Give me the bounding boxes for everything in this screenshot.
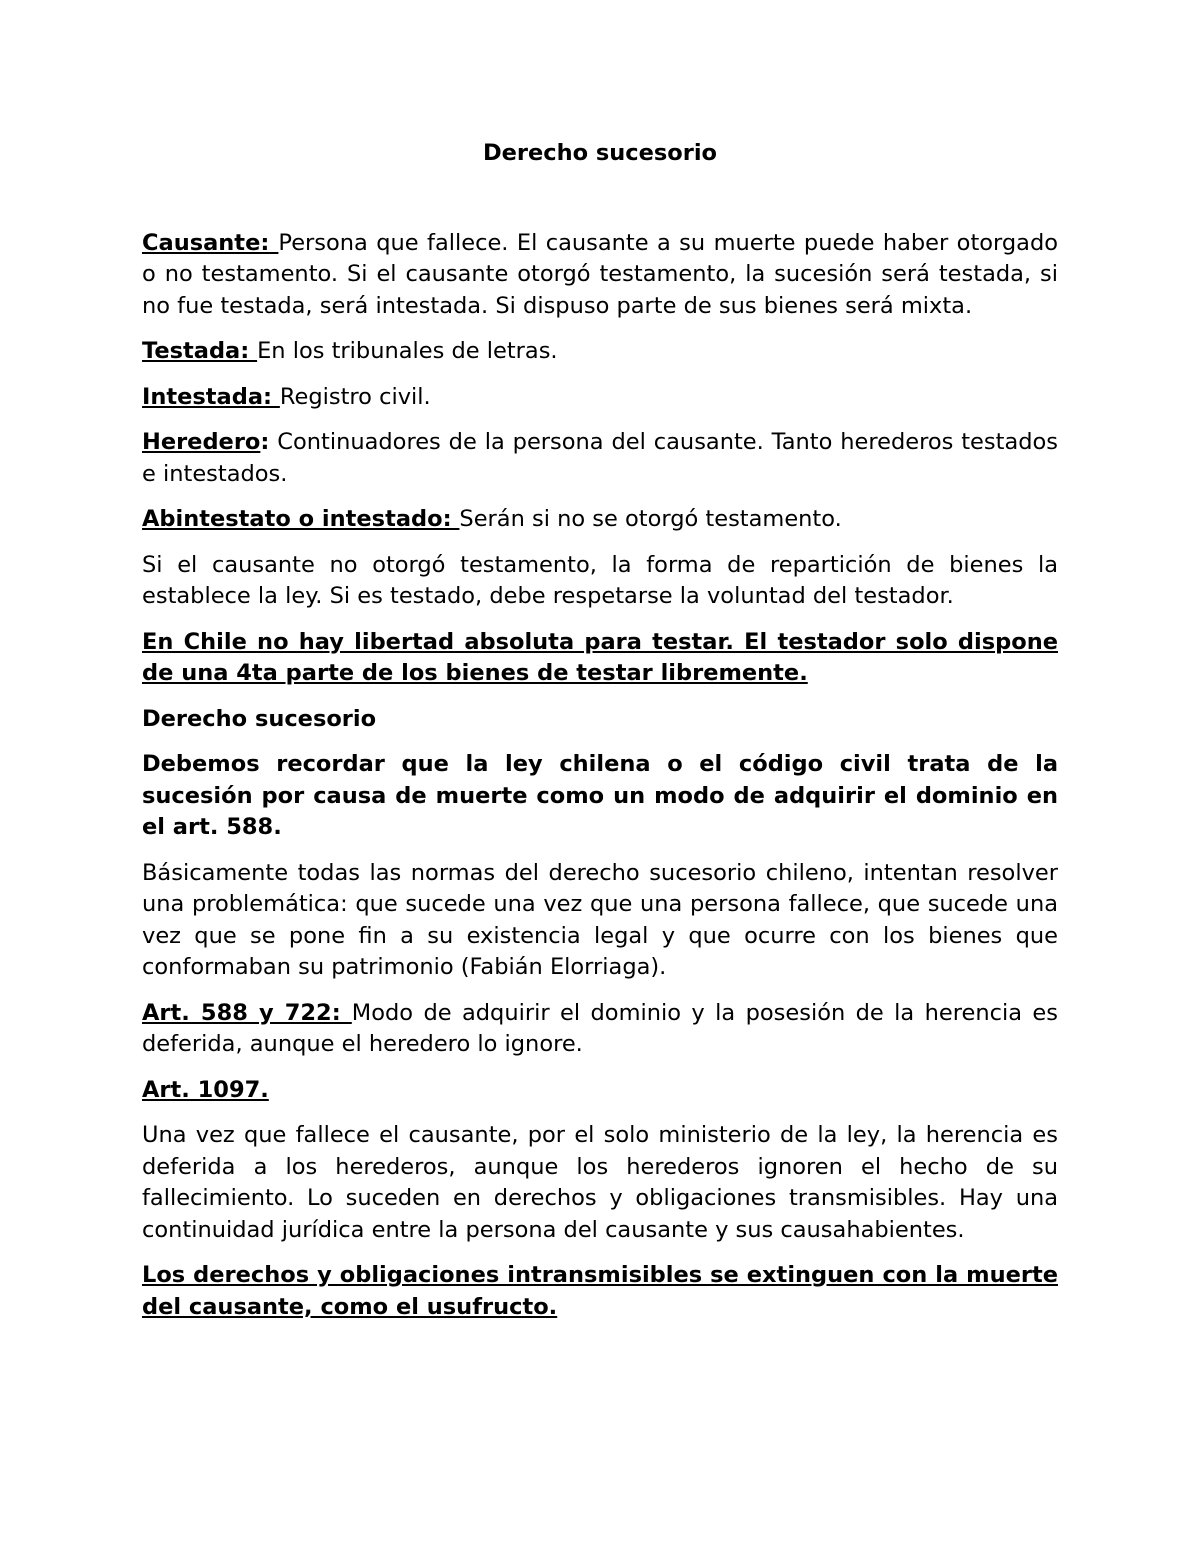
paragraph-causante bbox=[142, 228, 1058, 323]
paragraph-art588 bbox=[142, 998, 1058, 1061]
subheading-derecho-sucesorio: Derecho sucesorio bbox=[142, 705, 377, 732]
paragraph-intransmisibles: Los derechos y obligaciones intransmisibles se extinguen con la muerte del causante, como el usufructo. bbox=[142, 1262, 1058, 1320]
term-testada: Testada: bbox=[142, 338, 258, 364]
paragraph-una-vez: Una vez que fallece el causante, por el solo ministerio de la ley, la herencia es deferida a los herederos, aunque los herederos ignoren el hecho de su fallecimiento. Lo suceden en derechos y obligaciones transmisibles. Hay una continuidad jurídica entre la persona del causante y sus causahabientes. bbox=[142, 1122, 1058, 1243]
document-page bbox=[142, 138, 1058, 1337]
document-title: Derecho sucesorio bbox=[482, 140, 718, 166]
term-intestada: Intestada: bbox=[142, 383, 280, 410]
paragraph-libertad: En Chile no hay libertad absoluta para testar. El testador solo dispone de una 4ta parte de los bienes de testar libremente. bbox=[142, 628, 1058, 686]
paragraph-reparticion: Si el causante no otorgó testamento, la forma de repartición de bienes la establece la ley. Si es testado, debe respetarse la voluntad del testador. bbox=[142, 551, 1058, 609]
paragraph-intestada bbox=[142, 382, 1058, 414]
term-art588: Art. 588 y 722: bbox=[142, 999, 352, 1026]
paragraph-art1097 bbox=[142, 1075, 1058, 1107]
paragraph-abintestato bbox=[142, 504, 1058, 536]
definition-causante: Persona que fallece. El causante a su muerte puede haber otorgado o no testamento. Si el causante otorgó testamento, la sucesión será testada, si no fue testada, será intestada. Si dispuso parte de sus bienes será mixta. bbox=[142, 229, 1059, 319]
term-heredero-colon: : bbox=[260, 429, 270, 455]
term-abintestato: Abintestato o intestado: bbox=[142, 506, 460, 532]
definition-testada: En los tribunales de letras. bbox=[257, 338, 558, 364]
term-causante: Causante: bbox=[142, 229, 279, 256]
term-art1097: Art. 1097. bbox=[142, 1076, 269, 1103]
paragraph-testada bbox=[142, 336, 1058, 368]
definition-intestada: Registro civil. bbox=[279, 383, 431, 410]
definition-art588: Modo de adquirir el dominio y la posesión de la herencia es deferida, aunque el heredero lo ignore. bbox=[142, 999, 1058, 1057]
definition-heredero: Continuadores de la persona del causante. Tanto herederos testados e intestados. bbox=[142, 429, 1058, 487]
paragraph-basicamente: Básicamente todas las normas del derecho sucesorio chileno, intentan resolver una problemática: que sucede una vez que una persona fallece, que sucede una vez que se pone fin a su existencia legal y que ocurre con los bienes que conformaban su patrimonio (Fabián Elorriaga). bbox=[142, 859, 1058, 980]
paragraph-recordar: Debemos recordar que la ley chilena o el código civil trata de la sucesión por causa de muerte como un modo de adquirir el dominio en el art. 588. bbox=[142, 751, 1058, 840]
paragraph-heredero bbox=[142, 427, 1058, 490]
term-heredero: Heredero bbox=[142, 429, 261, 455]
definition-abintestato: Serán si no se otorgó testamento. bbox=[459, 506, 842, 532]
